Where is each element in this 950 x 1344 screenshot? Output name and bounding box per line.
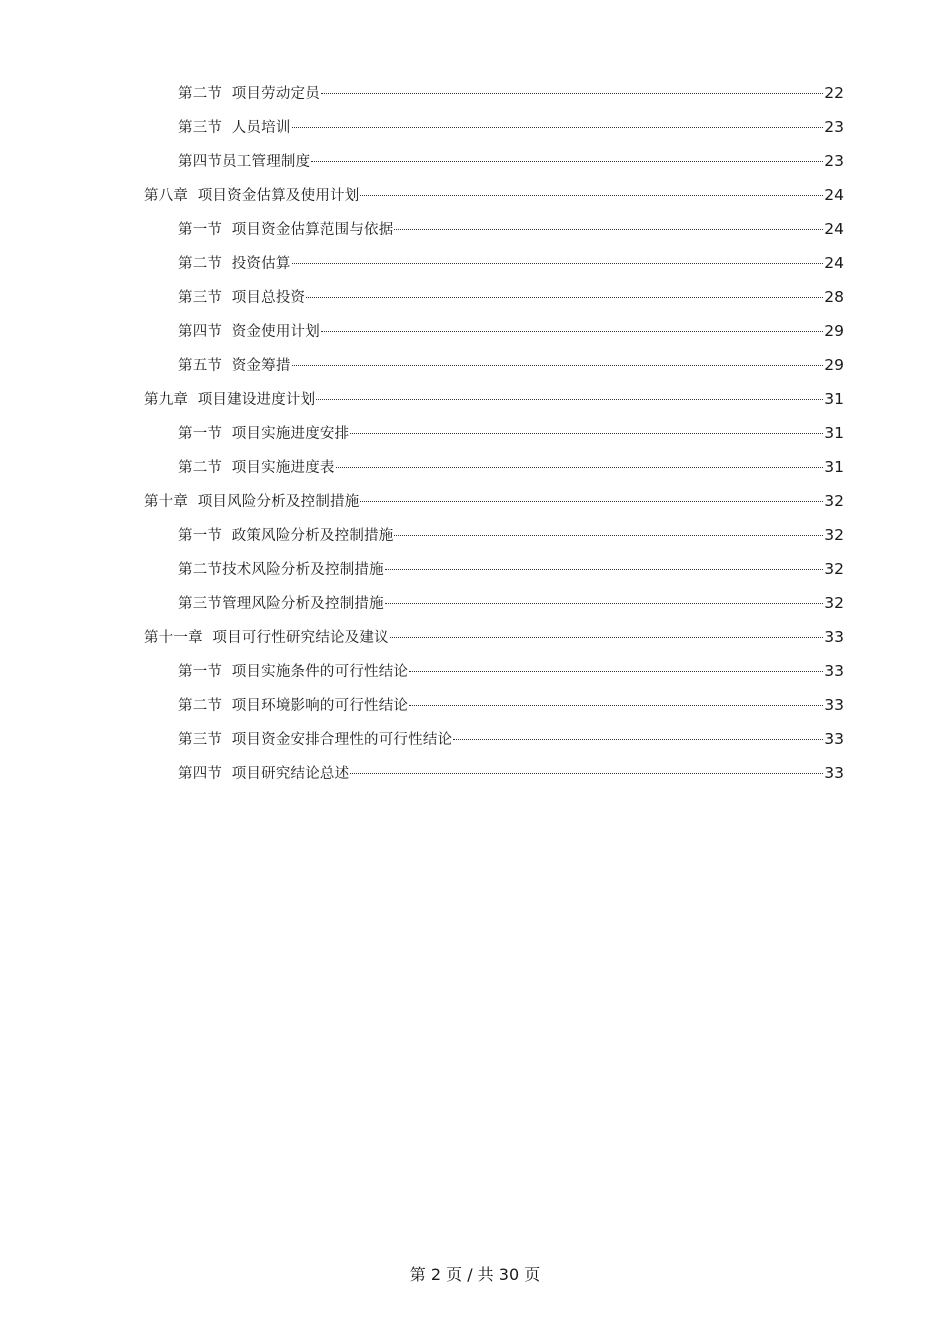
toc-entry-page: 24	[824, 186, 844, 204]
toc-entry-page: 23	[824, 118, 844, 136]
toc-entry-title: 第三节管理风险分析及控制措施	[178, 596, 384, 612]
toc-entry-title: 第十章 项目风险分析及控制措施	[144, 494, 360, 510]
toc-entry-title: 第一节 项目实施条件的可行性结论	[178, 664, 409, 680]
toc-entry-title: 第五节 资金筹措	[178, 358, 291, 374]
toc-entry[interactable]	[178, 450, 844, 484]
toc-entry[interactable]	[178, 110, 844, 144]
toc-entry[interactable]	[178, 756, 844, 790]
toc-entry-page: 31	[824, 424, 844, 442]
toc-entry[interactable]	[178, 314, 844, 348]
toc-leader-dots	[360, 501, 823, 502]
toc-entry-title: 第二节 项目劳动定员	[178, 86, 320, 102]
toc-leader-dots	[385, 603, 823, 604]
toc-entry-title: 第八章 项目资金估算及使用计划	[144, 188, 360, 204]
toc-entry-page: 24	[824, 254, 844, 272]
toc-entry-page: 33	[824, 730, 844, 748]
toc-entry[interactable]	[178, 416, 844, 450]
toc-entry-title: 第四节 资金使用计划	[178, 324, 320, 340]
toc-entry-title: 第四节 项目研究结论总述	[178, 766, 350, 782]
toc-leader-dots	[350, 773, 823, 774]
toc-leader-dots	[316, 399, 823, 400]
toc-entry-chapter[interactable]	[144, 620, 844, 654]
toc-entry[interactable]	[178, 348, 844, 382]
toc-entry-page: 32	[824, 526, 844, 544]
toc-leader-dots	[453, 739, 823, 740]
toc-entry-page: 24	[824, 220, 844, 238]
toc-leader-dots	[390, 637, 823, 638]
toc-entry-chapter[interactable]	[144, 178, 844, 212]
toc-entry-page: 29	[824, 356, 844, 374]
toc-leader-dots	[385, 569, 823, 570]
toc-entry-chapter[interactable]	[144, 484, 844, 518]
toc-leader-dots	[360, 195, 823, 196]
toc-entry-title: 第一节 项目实施进度安排	[178, 426, 350, 442]
toc-entry-page: 31	[824, 390, 844, 408]
toc-leader-dots	[292, 365, 824, 366]
toc-leader-dots	[409, 671, 823, 672]
toc-entry-title: 第二节技术风险分析及控制措施	[178, 562, 384, 578]
toc-entry-title: 第二节 投资估算	[178, 256, 291, 272]
toc-entry-title: 第三节 项目资金安排合理性的可行性结论	[178, 732, 453, 748]
toc-entry-page: 31	[824, 458, 844, 476]
toc-entry[interactable]	[178, 654, 844, 688]
toc-entry-page: 32	[824, 594, 844, 612]
toc-entry-title: 第一节 政策风险分析及控制措施	[178, 528, 394, 544]
toc-entry-title: 第九章 项目建设进度计划	[144, 392, 316, 408]
toc-entry[interactable]	[178, 722, 844, 756]
toc-leader-dots	[306, 297, 823, 298]
toc-entry[interactable]	[178, 518, 844, 552]
toc-leader-dots	[409, 705, 823, 706]
toc-leader-dots	[394, 535, 823, 536]
toc-entry-page: 33	[824, 662, 844, 680]
toc-entry-title: 第三节 人员培训	[178, 120, 291, 136]
toc-leader-dots	[336, 467, 824, 468]
toc-entry-page: 33	[824, 764, 844, 782]
toc-entry[interactable]	[178, 280, 844, 314]
toc-entry-title: 第四节员工管理制度	[178, 154, 311, 170]
toc-entry-page: 29	[824, 322, 844, 340]
toc-leader-dots	[394, 229, 823, 230]
toc-entry-chapter[interactable]	[144, 382, 844, 416]
toc-entry[interactable]	[178, 552, 844, 586]
toc-entry[interactable]	[178, 246, 844, 280]
toc-entry-title: 第二节 项目实施进度表	[178, 460, 335, 476]
toc-entry[interactable]	[178, 144, 844, 178]
toc-entry-title: 第十一章 项目可行性研究结论及建议	[144, 630, 389, 646]
toc-entry-page: 32	[824, 492, 844, 510]
toc-entry[interactable]	[178, 688, 844, 722]
page-footer: 第 2 页 / 共 30 页	[409, 1265, 541, 1284]
toc-leader-dots	[311, 161, 823, 162]
toc-entry[interactable]	[178, 212, 844, 246]
toc-entry-page: 22	[824, 84, 844, 102]
toc-leader-dots	[321, 331, 823, 332]
toc-entry-page: 32	[824, 560, 844, 578]
toc-leader-dots	[292, 263, 824, 264]
toc-entry[interactable]	[178, 586, 844, 620]
toc-leader-dots	[321, 93, 823, 94]
toc-entry-title: 第一节 项目资金估算范围与依据	[178, 222, 394, 238]
toc-entry-page: 33	[824, 628, 844, 646]
toc-leader-dots	[350, 433, 823, 434]
toc-entry-page: 28	[824, 288, 844, 306]
toc-leader-dots	[292, 127, 824, 128]
toc-entry-title: 第二节 项目环境影响的可行性结论	[178, 698, 409, 714]
toc-entry[interactable]	[178, 76, 844, 110]
toc-entry-title: 第三节 项目总投资	[178, 290, 306, 306]
toc-entry-page: 33	[824, 696, 844, 714]
toc-entry-page: 23	[824, 152, 844, 170]
